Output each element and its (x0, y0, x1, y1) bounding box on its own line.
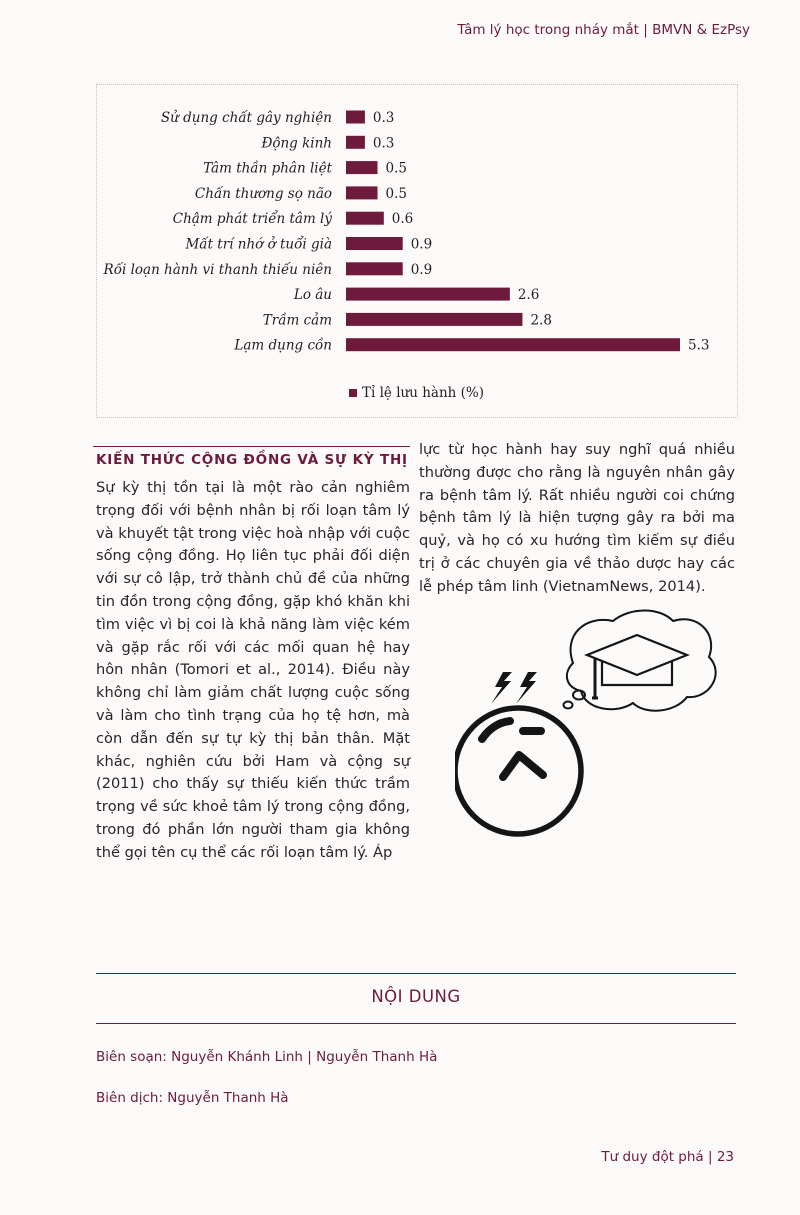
value-label: 0.3 (372, 110, 395, 126)
contents-rule-bottom (96, 1023, 736, 1024)
value-label: 0.9 (410, 261, 433, 278)
category-label: Trầm cảm (262, 312, 332, 329)
category-label: Tâm thần phân liệt (203, 160, 332, 177)
bar (346, 338, 680, 351)
section-rule (93, 446, 410, 447)
category-label: Sử dụng chất gây nghiện (160, 110, 332, 126)
bar (346, 212, 384, 225)
category-label: Lạm dụng cồn (234, 337, 332, 354)
body-column-right (419, 439, 735, 599)
thought-bubble (564, 611, 716, 711)
section-title: KIẾN THỨC CỘNG ĐỒNG VÀ SỰ KỲ THỊ (96, 452, 408, 468)
value-label: 0.5 (385, 185, 407, 202)
value-label: 2.8 (530, 312, 552, 329)
category-label: Chậm phát triển tâm lý (172, 211, 332, 228)
editors-credit: Biên soạn: Nguyễn Khánh Linh | Nguyễn Thanh Hà (96, 1049, 438, 1065)
bar-chart-svg (97, 85, 737, 417)
bar (346, 313, 522, 326)
category-label: Động kinh (261, 135, 332, 152)
bar (346, 111, 365, 124)
value-label: 5.3 (688, 337, 710, 354)
chart-legend (349, 385, 484, 401)
bar (346, 136, 365, 149)
bar (346, 161, 378, 174)
value-label: 0.9 (410, 236, 433, 253)
lightning-bolts-icon (491, 672, 537, 704)
page-footer: Tư duy đột phá | 23 (601, 1149, 734, 1165)
value-label: 0.6 (391, 211, 414, 228)
stressed-face-graduation-cap-icon (455, 605, 725, 840)
running-header: Tâm lý học trong nháy mắt | BMVN & EzPsy (457, 22, 750, 38)
body-column-left (96, 477, 410, 865)
bar (346, 186, 378, 199)
bar (346, 288, 510, 301)
prevalence-chart (96, 84, 738, 418)
category-label: Mất trí nhớ ở tuổi già (185, 236, 332, 253)
value-label: 0.5 (385, 160, 407, 177)
bar (346, 237, 403, 250)
legend-swatch (349, 389, 357, 397)
category-label: Rối loạn hành vi thanh thiếu niên (103, 261, 332, 278)
category-label: Lo âu (293, 287, 332, 304)
stressed-face-icon (455, 708, 581, 834)
body-paragraph-right: lực từ học hành hay suy nghĩ quá nhiều thường được cho rằng là nguyên nhân gây ra bệnh tâm lý. Rất nhiều người coi chứng bệnh tâm lý là hiện tượng gây ra bởi ma quỷ, và họ có xu hướng tìm kiếm sự điều trị ở các chuyên gia về thảo dược hay các lễ phép tâm linh (VietnamNews, 2014). (419, 441, 735, 595)
contents-title: NỘI DUNG (371, 987, 461, 1006)
category-label: Chấn thương sọ não (194, 185, 332, 202)
graduation-cap-icon (587, 635, 687, 698)
bar (346, 262, 403, 275)
contents-rule-top (96, 973, 736, 974)
body-paragraph-left: Sự kỳ thị tồn tại là một rào cản nghiêm trọng đối với bệnh nhân bị rối loạn tâm lý và khuyết tật trong việc hoà nhập với cuộc sống cộng đồng. Họ liên tục phải đối diện với sự cô lập, trở thành chủ đề của những tin đồn trong cộng đồng, gặp khó khăn khi tìm việc vì bị coi là khả năng làm việc kém và gặp rắc rối với các mối quan hệ hay hôn nhân (Tomori et al., 2014). Điều này không chỉ làm giảm chất lượng cuộc sống và làm cho tình trạng của họ tệ hơn, mà còn dẫn đến sự tự kỳ thị bản thân. Mặt khác, nghiên cứu bởi Ham và cộng sự (2011) cho thấy sự thiếu kiến thức trầm trọng về sức khoẻ tâm lý trong cộng đồng, trong đó phần lớn người tham gia không thể gọi tên cụ thể các rối loạn tâm lý. Áp (96, 479, 410, 861)
legend-label: Tỉ lệ lưu hành (%) (362, 385, 484, 401)
value-label: 2.6 (517, 287, 540, 304)
translator-credit: Biên dịch: Nguyễn Thanh Hà (96, 1090, 289, 1106)
value-label: 0.3 (372, 135, 395, 152)
